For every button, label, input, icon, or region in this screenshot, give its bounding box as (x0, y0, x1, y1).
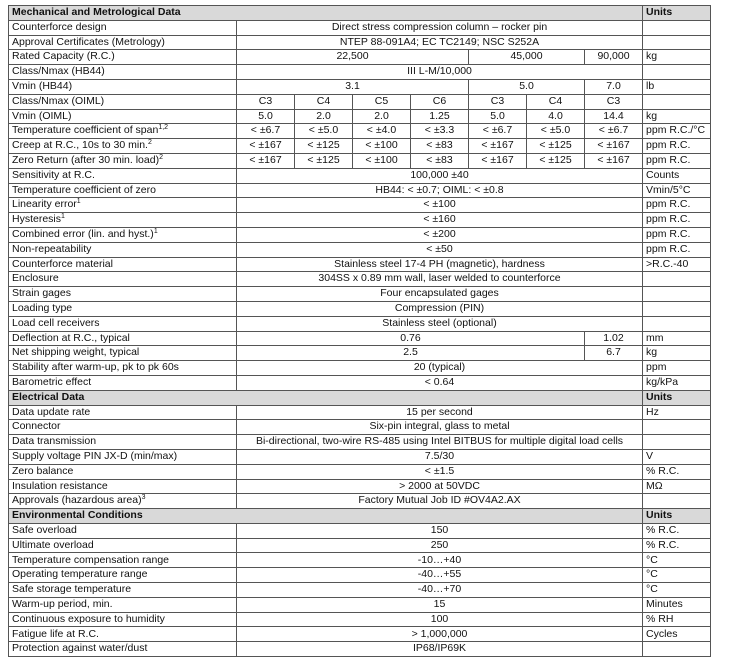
spec-row-temp-coeff-span (9, 124, 711, 139)
row-label: Operating temperature range (9, 568, 237, 583)
row-label: Net shipping weight, typical (9, 346, 237, 361)
row-label (9, 124, 237, 139)
row-value: < ±160 (237, 213, 643, 228)
row-value: < ±5.0 (295, 124, 353, 139)
row-unit: °C (643, 553, 711, 568)
row-label: Strain gages (9, 287, 237, 302)
row-value: < ±4.0 (353, 124, 411, 139)
row-label: Approval Certificates (Metrology) (9, 35, 237, 50)
section-title: Electrical Data (9, 390, 643, 405)
row-label (9, 213, 237, 228)
spec-row-zero-return (9, 153, 711, 168)
row-value: 6.7 (585, 346, 643, 361)
row-unit (643, 35, 711, 50)
footnote-ref: 1,2 (158, 124, 169, 132)
row-unit: Hz (643, 405, 711, 420)
spec-row-temp-comp-range (9, 553, 711, 568)
row-unit: kg/kPa (643, 375, 711, 390)
row-value: Six-pin integral, glass to metal (237, 420, 643, 435)
row-value: 100,000 ±40 (237, 168, 643, 183)
row-value: < ±5.0 (527, 124, 585, 139)
row-label: Safe overload (9, 523, 237, 538)
label-text: Combined error (lin. and hyst.) (12, 228, 154, 241)
row-value: Direct stress compression column – rocker pin (237, 20, 643, 35)
row-unit: kg (643, 346, 711, 361)
row-unit: Counts (643, 168, 711, 183)
row-unit: kg (643, 50, 711, 65)
row-value: Factory Mutual Job ID #OV4A2.AX (237, 494, 643, 509)
row-value: C3 (469, 94, 527, 109)
row-value: C3 (585, 94, 643, 109)
row-label: Fatigue life at R.C. (9, 627, 237, 642)
row-unit: Minutes (643, 597, 711, 612)
row-value: 0.76 (237, 331, 585, 346)
row-unit (643, 287, 711, 302)
row-value: 90,000 (585, 50, 643, 65)
row-unit: MΩ (643, 479, 711, 494)
row-label (9, 227, 237, 242)
row-value: 5.0 (469, 79, 585, 94)
spec-row-net-weight (9, 346, 711, 361)
row-label: Class/Nmax (HB44) (9, 65, 237, 80)
row-value: < ±167 (237, 153, 295, 168)
row-value: < ±167 (237, 139, 295, 154)
spec-row-creep (9, 139, 711, 154)
row-value: 4.0 (527, 109, 585, 124)
footnote-ref: 1 (61, 213, 65, 221)
row-unit: lb (643, 79, 711, 94)
row-value: < ±125 (295, 153, 353, 168)
row-value: < ±6.7 (237, 124, 295, 139)
label-text: Temperature coefficient of span (12, 124, 159, 137)
spec-row-class-nmax-hb44 (9, 65, 711, 80)
spec-row-approval-certificates (9, 35, 711, 50)
label-text: Creep at R.C., 10s to 30 min. (12, 139, 148, 152)
row-value: 7.0 (585, 79, 643, 94)
row-value: < 0.64 (237, 375, 643, 390)
row-value: 1.02 (585, 331, 643, 346)
row-value: 14.4 (585, 109, 643, 124)
row-value: 1.25 (411, 109, 469, 124)
spec-row-vmin-hb44 (9, 79, 711, 94)
row-label: Non-repeatability (9, 242, 237, 257)
section-header-environmental (9, 509, 711, 524)
row-label: Protection against water/dust (9, 642, 237, 657)
row-unit (643, 65, 711, 80)
label-text: Linearity error (12, 198, 77, 211)
row-unit: kg (643, 109, 711, 124)
row-unit (643, 642, 711, 657)
section-header-mechanical (9, 6, 711, 21)
row-value: < ±6.7 (469, 124, 527, 139)
row-label: Stability after warm-up, pk to pk 60s (9, 361, 237, 376)
row-label: Data transmission (9, 435, 237, 450)
row-value: IP68/IP69K (237, 642, 643, 657)
row-value: 100 (237, 612, 643, 627)
row-label: Data update rate (9, 405, 237, 420)
row-unit (643, 316, 711, 331)
spec-row-vmin-oiml (9, 109, 711, 124)
row-value: Stainless steel 17-4 PH (magnetic), hardness (237, 257, 643, 272)
spec-row-deflection (9, 331, 711, 346)
spec-row-counterforce-material (9, 257, 711, 272)
row-unit: >R.C.-40 (643, 257, 711, 272)
spec-row-combined-error (9, 227, 711, 242)
row-unit (643, 494, 711, 509)
row-value: < ±83 (411, 153, 469, 168)
row-value: < ±3.3 (411, 124, 469, 139)
row-value: C5 (353, 94, 411, 109)
spec-row-hysteresis (9, 213, 711, 228)
spec-row-rated-capacity (9, 50, 711, 65)
row-label (9, 198, 237, 213)
row-value: 304SS x 0.89 mm wall, laser welded to counterforce (237, 272, 643, 287)
spec-row-insulation (9, 479, 711, 494)
spec-row-humidity (9, 612, 711, 627)
row-unit: ppm R.C. (643, 198, 711, 213)
row-unit (643, 435, 711, 450)
spec-row-connector (9, 420, 711, 435)
row-value: 150 (237, 523, 643, 538)
row-value: < ±6.7 (585, 124, 643, 139)
row-unit (643, 420, 711, 435)
spec-row-stability (9, 361, 711, 376)
row-value: C4 (295, 94, 353, 109)
row-label: Vmin (OIML) (9, 109, 237, 124)
spec-row-approvals (9, 494, 711, 509)
section-title: Environmental Conditions (9, 509, 643, 524)
row-label: Continuous exposure to humidity (9, 612, 237, 627)
row-value: -10…+40 (237, 553, 643, 568)
row-unit: % RH (643, 612, 711, 627)
row-label: Warm-up period, min. (9, 597, 237, 612)
row-value: III L-M/10,000 (237, 65, 643, 80)
row-unit: °C (643, 583, 711, 598)
row-label: Enclosure (9, 272, 237, 287)
row-label: Counterforce material (9, 257, 237, 272)
row-unit: mm (643, 331, 711, 346)
spec-row-counterforce-design (9, 20, 711, 35)
row-value: < ±1.5 (237, 464, 643, 479)
row-label: Connector (9, 420, 237, 435)
units-header: Units (643, 6, 711, 21)
spec-row-safe-overload (9, 523, 711, 538)
row-value: 15 (237, 597, 643, 612)
row-unit (643, 20, 711, 35)
row-unit: ppm R.C. (643, 153, 711, 168)
section-title: Mechanical and Metrological Data (9, 6, 643, 21)
row-value: 5.0 (237, 109, 295, 124)
row-unit: °C (643, 568, 711, 583)
row-value: < ±167 (585, 153, 643, 168)
row-value: 250 (237, 538, 643, 553)
row-value: < ±83 (411, 139, 469, 154)
row-label: Temperature coefficient of zero (9, 183, 237, 198)
row-value: -40…+55 (237, 568, 643, 583)
spec-row-linearity (9, 198, 711, 213)
spec-row-zero-balance (9, 464, 711, 479)
row-value: C3 (237, 94, 295, 109)
spec-row-fatigue (9, 627, 711, 642)
row-value: C6 (411, 94, 469, 109)
row-unit (643, 94, 711, 109)
row-value: < ±167 (585, 139, 643, 154)
row-value: C4 (527, 94, 585, 109)
spec-row-non-repeatability (9, 242, 711, 257)
row-label: Rated Capacity (R.C.) (9, 50, 237, 65)
row-value: 2.0 (353, 109, 411, 124)
row-unit: V (643, 449, 711, 464)
row-value: HB44: < ±0.7; OIML: < ±0.8 (237, 183, 643, 198)
row-unit: ppm R.C./°C (643, 124, 711, 139)
spec-row-storage-temp (9, 583, 711, 598)
label-text: Approvals (hazardous area) (12, 494, 142, 507)
row-value: 5.0 (469, 109, 527, 124)
row-label: Zero balance (9, 464, 237, 479)
spec-row-class-nmax-oiml (9, 94, 711, 109)
row-label: Temperature compensation range (9, 553, 237, 568)
row-value: 3.1 (237, 79, 469, 94)
spec-table (8, 5, 711, 657)
row-label: Sensitivity at R.C. (9, 168, 237, 183)
spec-row-supply-voltage (9, 449, 711, 464)
spec-row-transmission (9, 435, 711, 450)
row-label (9, 153, 237, 168)
label-text: Zero Return (after 30 min. load) (12, 154, 160, 167)
row-unit: % R.C. (643, 464, 711, 479)
spec-row-ultimate-overload (9, 538, 711, 553)
row-value: < ±50 (237, 242, 643, 257)
spec-row-temp-coeff-zero (9, 183, 711, 198)
label-text: Hysteresis (12, 213, 62, 226)
row-value: Bi-directional, two-wire RS-485 using Intel BITBUS for multiple digital load cells (237, 435, 643, 450)
row-label: Deflection at R.C., typical (9, 331, 237, 346)
row-value: 20 (typical) (237, 361, 643, 376)
row-value: 2.0 (295, 109, 353, 124)
row-unit (643, 301, 711, 316)
row-value: > 1,000,000 (237, 627, 643, 642)
units-header: Units (643, 390, 711, 405)
row-unit: ppm R.C. (643, 227, 711, 242)
row-value: < ±100 (353, 139, 411, 154)
row-value: Four encapsulated gages (237, 287, 643, 302)
row-label: Insulation resistance (9, 479, 237, 494)
row-label: Barometric effect (9, 375, 237, 390)
row-unit (643, 272, 711, 287)
spec-row-load-cell-receivers (9, 316, 711, 331)
row-value: 15 per second (237, 405, 643, 420)
row-value: < ±125 (527, 153, 585, 168)
row-value: < ±100 (237, 198, 643, 213)
row-value: NTEP 88-091A4; EC TC2149; NSC S252A (237, 35, 643, 50)
spec-row-strain-gages (9, 287, 711, 302)
footnote-ref: 1 (76, 198, 81, 206)
row-value: Stainless steel (optional) (237, 316, 643, 331)
row-label: Vmin (HB44) (9, 79, 237, 94)
spec-row-operating-temp (9, 568, 711, 583)
units-header: Units (643, 509, 711, 524)
spec-row-enclosure (9, 272, 711, 287)
footnote-ref: 3 (141, 494, 146, 502)
row-value: > 2000 at 50VDC (237, 479, 643, 494)
row-label (9, 494, 237, 509)
row-value: 45,000 (469, 50, 585, 65)
row-value: 7.5/30 (237, 449, 643, 464)
row-unit: Cycles (643, 627, 711, 642)
spec-row-barometric (9, 375, 711, 390)
row-unit: ppm R.C. (643, 242, 711, 257)
row-label: Counterforce design (9, 20, 237, 35)
row-value: < ±167 (469, 153, 527, 168)
row-value: 22,500 (237, 50, 469, 65)
row-value: < ±125 (295, 139, 353, 154)
row-value: < ±200 (237, 227, 643, 242)
row-label: Loading type (9, 301, 237, 316)
row-label: Safe storage temperature (9, 583, 237, 598)
row-value: -40…+70 (237, 583, 643, 598)
row-label: Supply voltage PIN JX-D (min/max) (9, 449, 237, 464)
row-value: < ±125 (527, 139, 585, 154)
row-unit: ppm R.C. (643, 213, 711, 228)
section-header-electrical (9, 390, 711, 405)
spec-row-warm-up (9, 597, 711, 612)
spec-row-sensitivity (9, 168, 711, 183)
spec-row-loading-type (9, 301, 711, 316)
row-unit: % R.C. (643, 523, 711, 538)
row-label (9, 139, 237, 154)
row-unit: ppm R.C. (643, 139, 711, 154)
row-unit: ppm (643, 361, 711, 376)
row-unit: % R.C. (643, 538, 711, 553)
spec-row-protection (9, 642, 711, 657)
row-label: Load cell receivers (9, 316, 237, 331)
footnote-ref: 1 (153, 228, 158, 236)
footnote-ref: 2 (159, 154, 163, 162)
row-value: 2.5 (237, 346, 585, 361)
row-label: Ultimate overload (9, 538, 237, 553)
row-value: Compression (PIN) (237, 301, 643, 316)
row-value: < ±100 (353, 153, 411, 168)
row-unit: Vmin/5°C (643, 183, 711, 198)
row-label: Class/Nmax (OIML) (9, 94, 237, 109)
spec-row-update-rate (9, 405, 711, 420)
row-value: < ±167 (469, 139, 527, 154)
footnote-ref: 2 (147, 139, 152, 147)
